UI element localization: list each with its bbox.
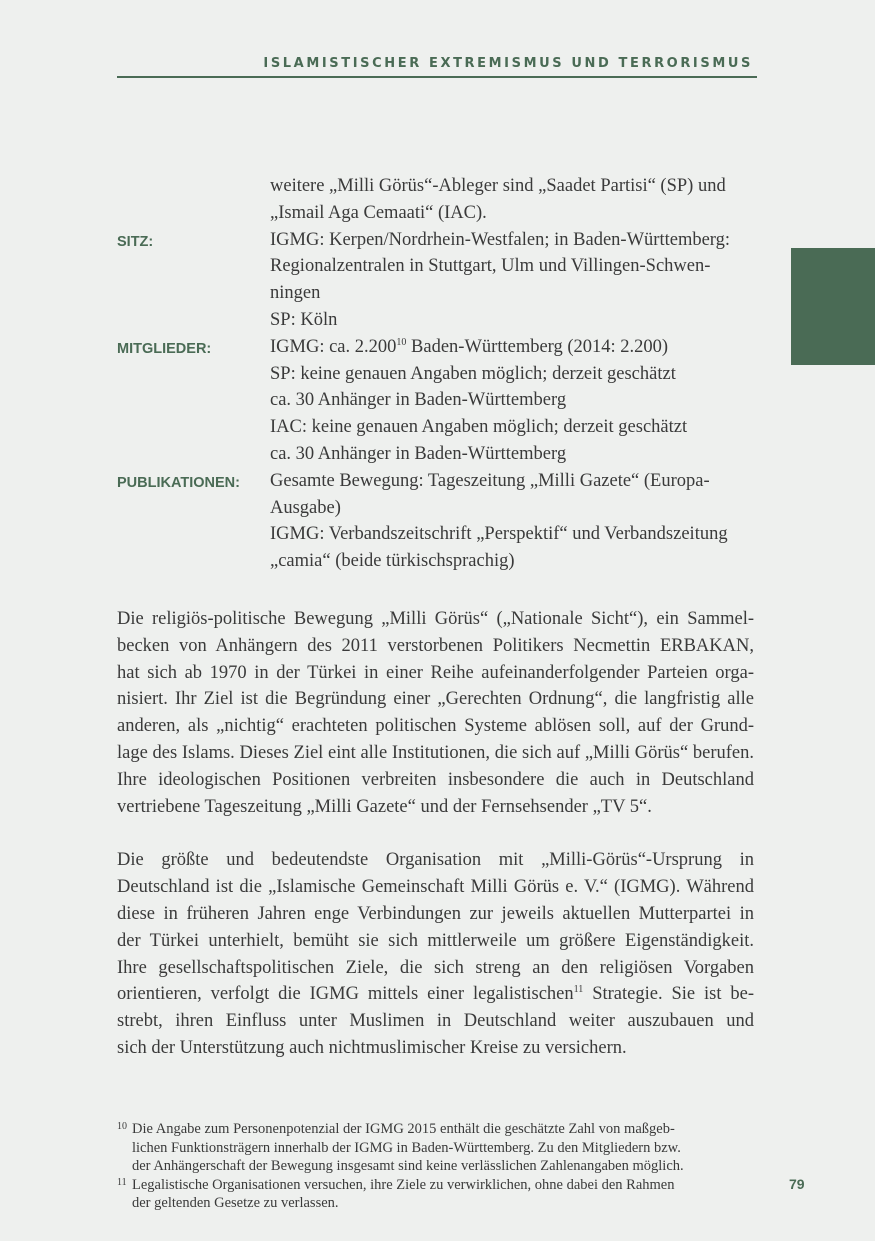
info-line: SP: keine genauen Angaben möglich; derzeit geschätzt (270, 363, 676, 384)
info-row-sitz (117, 227, 767, 334)
info-row-publikationen (117, 468, 767, 575)
info-line: ca. 30 Anhänger in Baden-Württemberg (270, 390, 567, 411)
paragraph-milli-goerues: Die religiös-politische Bewegung „Milli Görüs“ („Nationale Sicht“), ein Sammel- becken von Anhängern des 2011 verstorbenen Politikers Necmettin ERBAKAN, hat sich ab 1970 in der Türkei in einer Reihe aufeinanderfolgender Parteien orga- nisiert. Ihr Ziel ist die Begründung einer „Gerechten Ordnung“, die langfristig alle anderen, als „nichtig“ erachteten politischen Systeme ablösen soll, auf der Grund- lage des Islams. Dieses Ziel eint alle Institutionen, die sich auf „Milli Görüs“ berufen. Ihre ideologischen Positionen verbreiten insbesondere die auch in Deutschland vertriebene Tageszeitung „Milli Gazete“ und der Fernsehsender „TV 5“. (117, 609, 754, 817)
info-table (117, 173, 767, 575)
info-line: IGMG: Verbandszeitschrift „Perspektif“ und Verbandszeitung (270, 524, 728, 545)
footnote-number: 10 (117, 1121, 127, 1132)
info-line: SP: Köln (270, 309, 338, 330)
label-mitglieder: MITGLIEDER: (117, 340, 212, 357)
info-line: weitere „Milli Görüs“-Ableger sind „Saadet Partisi“ (SP) und (270, 176, 726, 196)
paragraph-igmg: Die größte und bedeutendste Organisation mit „Milli-Görüs“-Ursprung in Deutschland ist die „Islamische Gemeinschaft Milli Görüs e. V.“ (IGMG). Während diese in früheren Jahren enge Verbindungen zur jeweils aktuellen Mutterpartei in der Türkei unterhielt, bemüht sie sich mittlerweile um größere Eigenständigkeit. Ihre gesellschaftspolitischen Ziele, die sich streng an den religiösen Vorgaben orientieren, verfolgt die IGMG mittels einer legalistischen$^{11}$ Strategie. Sie ist be- strebt, ihren Einfluss unter Muslimen in Deutschland weiter auszubauen und sich der Unterstützung auch nichtmuslimischer Kreise zu versichern. (117, 850, 754, 1058)
body-text (117, 606, 754, 1089)
info-line: ca. 30 Anhänger in Baden-Württemberg (270, 443, 567, 464)
info-line: ningen (270, 283, 321, 304)
footnotes (117, 1120, 767, 1213)
footnote-ref-10: 10 (396, 336, 407, 348)
label-sitz: SITZ: (117, 233, 154, 250)
info-row-intro (117, 173, 767, 227)
page-number: 79 (789, 1176, 805, 1192)
running-header (117, 56, 757, 78)
footnote-11: 11 Legalistische Organisationen versuchen, ihre Ziele zu verwirklichen, ohne dabei den Rahmen der geltenden Gesetze zu verlassen. (117, 1176, 675, 1212)
info-row-mitglieder (117, 334, 767, 468)
footnote-ref-11: 11 (573, 984, 584, 996)
info-line: „Ismail Aga Cemaati“ (IAC). (270, 202, 487, 223)
chapter-tab-marker (791, 248, 875, 365)
info-line: Gesamte Bewegung: Tageszeitung „Milli Gazete“ (Europa- (270, 470, 710, 491)
info-line: „camia“ (beide türkischsprachig) (270, 551, 515, 572)
info-line: Regionalzentralen in Stuttgart, Ulm und Villingen-Schwen- (270, 256, 711, 277)
info-line: IGMG: ca. 2.200$^{10}$ Baden-Württemberg (2014: 2.200) (270, 336, 669, 357)
footnote-number: 11 (117, 1176, 127, 1188)
footnote-10: 10 Die Angabe zum Personenpotenzial der IGMG 2015 enthält die geschätzte Zahl von maßgeb- lichen Funktionsträgern innerhalb der IGMG in Baden-Württemberg. Zu den Mitgliedern bzw. der Anhängerschaft der Bewegung insgesamt sind keine verlässlichen Zahlenangaben möglich. (117, 1121, 684, 1175)
info-line: IGMG: Kerpen/Nordrhein-Westfalen; in Baden-Württemberg: (270, 229, 731, 250)
running-title: ISLAMISTISCHER EXTREMISMUS UND TERRORISMUS (263, 56, 753, 71)
info-line: Ausgabe) (270, 497, 341, 518)
label-publikationen: PUBLIKATIONEN: (117, 474, 240, 491)
info-line: IAC: keine genauen Angaben möglich; derzeit geschätzt (270, 417, 688, 438)
